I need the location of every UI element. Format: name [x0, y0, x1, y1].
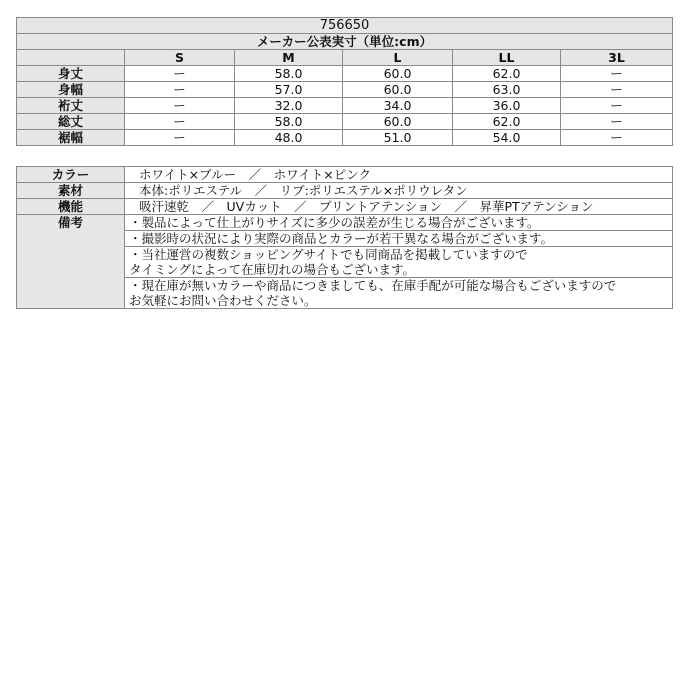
table-cell: 58.0: [235, 114, 343, 130]
size-header-m: M: [235, 50, 343, 66]
table-cell: ー: [561, 98, 673, 114]
size-header-ll: LL: [453, 50, 561, 66]
table-cell: 60.0: [343, 82, 453, 98]
table-cell: 51.0: [343, 130, 453, 146]
color-label: カラー: [17, 167, 125, 183]
table-cell: 58.0: [235, 66, 343, 82]
table-cell: 57.0: [235, 82, 343, 98]
table-cell: ー: [561, 114, 673, 130]
row-label: 総丈: [17, 114, 125, 130]
table-cell: 54.0: [453, 130, 561, 146]
table-cell: 62.0: [453, 66, 561, 82]
size-table: [16, 17, 673, 146]
table-row: [17, 114, 673, 130]
note-text: ・現在庫が無いカラーや商品につきましても、在庫手配が可能な場合もございますので お気軽にお問い合わせください。: [129, 278, 617, 308]
row-label: 裾幅: [17, 130, 125, 146]
spec-row-notes: [17, 215, 673, 309]
table-cell: ー: [561, 82, 673, 98]
table-cell: ー: [561, 130, 673, 146]
row-label: 身丈: [17, 66, 125, 82]
color-value: ホワイト×ブルー ／ ホワイト×ピンク: [125, 167, 673, 183]
table-cell: ー: [561, 66, 673, 82]
note-item: [125, 215, 672, 230]
spec-row-function: [17, 199, 673, 215]
measurement-subtitle: メーカー公表実寸（単位:cm）: [17, 34, 673, 50]
note-text: ・撮影時の状況により実際の商品とカラーが若干異なる場合がございます。: [129, 231, 554, 246]
table-row: [17, 98, 673, 114]
table-cell: 63.0: [453, 82, 561, 98]
note-item: [125, 230, 672, 246]
row-label: 身幅: [17, 82, 125, 98]
table-cell: 34.0: [343, 98, 453, 114]
spec-table: [16, 166, 673, 309]
table-cell: 62.0: [453, 114, 561, 130]
notes-cell: [125, 215, 673, 309]
table-cell: ー: [125, 82, 235, 98]
spec-row-material: [17, 183, 673, 199]
note-item: [125, 246, 672, 277]
table-row: [17, 82, 673, 98]
table-cell: ー: [125, 66, 235, 82]
corner-cell: [17, 50, 125, 66]
notes-label: 備考: [17, 215, 125, 309]
size-header-3l: 3L: [561, 50, 673, 66]
function-label: 機能: [17, 199, 125, 215]
function-value: 吸汗速乾 ／ UVカット ／ プリントアテンション ／ 昇華PTアテンション: [125, 199, 673, 215]
table-cell: ー: [125, 114, 235, 130]
table-cell: ー: [125, 130, 235, 146]
material-label: 素材: [17, 183, 125, 199]
size-header-l: L: [343, 50, 453, 66]
row-label: 裄丈: [17, 98, 125, 114]
table-cell: 32.0: [235, 98, 343, 114]
table-cell: 60.0: [343, 114, 453, 130]
table-cell: 60.0: [343, 66, 453, 82]
note-text: ・当社運営の複数ショッピングサイトでも同商品を掲載していますので タイミングによって在庫切れの場合もございます。: [129, 247, 528, 277]
size-header-s: S: [125, 50, 235, 66]
table-row: [17, 130, 673, 146]
note-item: [125, 277, 672, 308]
product-code: 756650: [17, 18, 673, 34]
table-row: [17, 66, 673, 82]
table-cell: ー: [125, 98, 235, 114]
material-value: 本体:ポリエステル ／ リブ:ポリエステル×ポリウレタン: [125, 183, 673, 199]
table-cell: 36.0: [453, 98, 561, 114]
table-cell: 48.0: [235, 130, 343, 146]
note-text: ・製品によって仕上がりサイズに多少の誤差が生じる場合がございます。: [129, 215, 540, 230]
spec-row-color: [17, 167, 673, 183]
